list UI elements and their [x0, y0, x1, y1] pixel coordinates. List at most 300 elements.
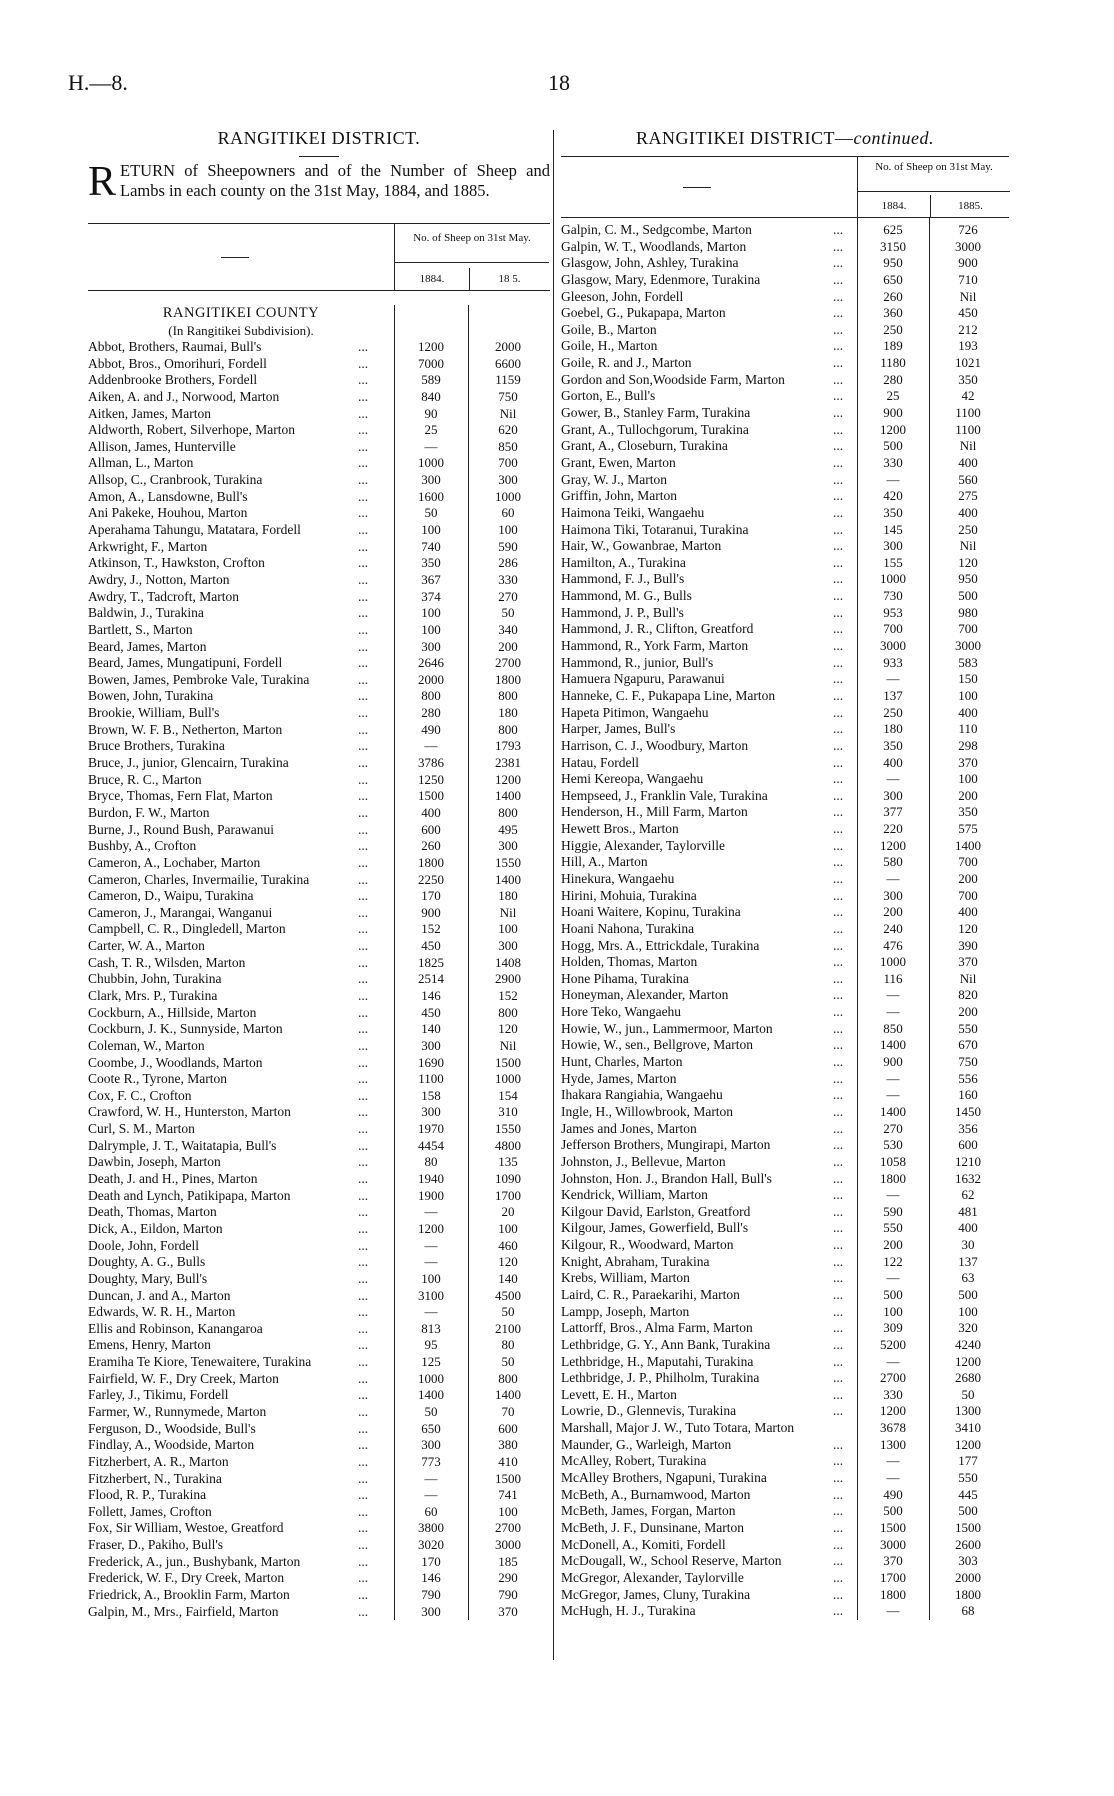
table-row [88, 1471, 550, 1488]
leader-dots: ... [833, 1353, 844, 1369]
owner-name: Galpin, C. M., Sedgcombe, Marton [561, 222, 752, 237]
table-row [561, 954, 1009, 971]
sheep-1885: 356 [958, 1120, 978, 1136]
sheep-1885: 2000 [955, 1569, 981, 1585]
leader-dots: ... [833, 1519, 844, 1535]
owner-name: Death, Thomas, Marton [88, 1204, 217, 1220]
table-row [561, 1370, 1009, 1387]
sheep-1885: 500 [958, 1287, 978, 1302]
table-row [561, 854, 1009, 871]
sheep-1885: 800 [498, 804, 518, 820]
sheep-1884: 800 [421, 688, 441, 704]
sheep-1884: 1500 [880, 1519, 906, 1535]
leader-dots: ... [358, 1354, 369, 1370]
sheep-1885: 150 [958, 671, 978, 687]
sheep-1884: 280 [883, 371, 903, 387]
table-row [88, 1554, 550, 1571]
table-row [561, 1004, 1009, 1021]
sheep-1885: 726 [958, 222, 978, 237]
sheep-1885: 100 [498, 522, 518, 538]
sheep-1884: 773 [421, 1453, 441, 1469]
leader-dots: ... [833, 222, 844, 237]
sheep-1885: 286 [498, 555, 518, 571]
leader-dots: ... [358, 1220, 369, 1236]
owner-name: Ferguson, D., Woodside, Bull's [88, 1420, 256, 1436]
owner-name: Fraser, D., Pakiho, Bull's [88, 1537, 224, 1553]
table-row [88, 1254, 550, 1271]
leader-dots: ... [833, 355, 844, 371]
table-row [561, 1387, 1009, 1404]
table-row [561, 721, 1009, 738]
leader-dots: ... [833, 1103, 844, 1119]
owner-name: Hyde, James, Marton [561, 1070, 677, 1086]
table-row [88, 1055, 550, 1072]
leader-dots: ... [833, 771, 844, 787]
sheep-1885: 4500 [495, 1287, 521, 1303]
table-row [88, 788, 550, 805]
table-row [561, 605, 1009, 622]
owner-name: Arkwright, F., Marton [88, 538, 208, 554]
owner-name: Allison, James, Hunterville [88, 438, 236, 454]
sheep-1885: 275 [958, 488, 978, 504]
owner-name: Krebs, William, Marton [561, 1270, 690, 1286]
sheep-1884: 180 [883, 721, 903, 737]
sheep-1885: 298 [958, 737, 978, 753]
sheep-1885: 1000 [495, 1071, 521, 1087]
sheep-1884: 50 [424, 505, 438, 521]
owner-name: Hore Teko, Wangaehu [561, 1004, 682, 1020]
owner-name: Hammond, J. P., Bull's [561, 604, 684, 620]
leader-dots: ... [833, 504, 844, 520]
table-row [561, 1420, 1009, 1437]
sheep-1884: — [886, 870, 900, 886]
sheep-1885: 70 [501, 1404, 515, 1419]
sheep-1884: 1800 [418, 854, 444, 870]
page-number: 18 [548, 70, 570, 95]
sheep-1885: 1500 [955, 1519, 981, 1535]
leader-dots: ... [358, 1270, 369, 1286]
sheep-1885: 800 [498, 688, 518, 704]
table-row [561, 222, 1009, 239]
sheep-1885: 1632 [955, 1170, 981, 1186]
owner-name: Bushby, A., Crofton [88, 838, 197, 854]
leader-dots: ... [358, 522, 369, 538]
sheep-1885: 410 [498, 1453, 518, 1469]
owner-name: Hoani Nahona, Turakina [561, 920, 695, 936]
owner-name: Eramiha Te Kiore, Tenewaitere, Turakina [88, 1354, 312, 1370]
sheep-1884: 933 [883, 654, 903, 670]
sheep-1884: 700 [883, 621, 903, 637]
table-row [88, 589, 550, 606]
leader-dots: ... [358, 1420, 369, 1436]
leader-dots: ... [358, 788, 369, 804]
sheep-1884: 1200 [880, 1403, 906, 1419]
sheep-1884: — [424, 1487, 438, 1503]
sheep-1885: 1200 [495, 771, 521, 787]
sheep-1885: 2381 [495, 755, 521, 771]
sheep-1884: 1000 [418, 455, 444, 471]
table-row [561, 921, 1009, 938]
leader-dots: ... [358, 555, 369, 571]
leader-dots: ... [833, 704, 844, 720]
subdivision-heading: (In Rangitikei Subdivision). [168, 323, 314, 338]
sheep-1885: 1550 [495, 1121, 521, 1137]
owner-name: McDougall, W., School Reserve, Marton [561, 1553, 782, 1569]
table-row [561, 1054, 1009, 1071]
table-row [88, 672, 550, 689]
leader-dots: ... [358, 1171, 369, 1187]
leader-dots: ... [833, 904, 844, 920]
table-header-right [561, 156, 1009, 218]
sheep-1885: 4800 [495, 1137, 521, 1153]
sheep-1885: 3000 [955, 238, 981, 254]
sheep-1884: 60 [424, 1503, 438, 1519]
leader-dots: ... [833, 954, 844, 970]
table-row [561, 971, 1009, 988]
table-row [88, 1321, 550, 1338]
leader-dots: ... [358, 1570, 369, 1586]
sheep-1884: 95 [424, 1337, 438, 1353]
leader-dots: ... [358, 1603, 369, 1619]
leader-dots: ... [358, 804, 369, 820]
owner-name: Hair, W., Gowanbrae, Marton [561, 538, 722, 554]
table-row [561, 987, 1009, 1004]
table-row [88, 605, 550, 622]
sheep-1884: — [886, 1187, 900, 1203]
sheep-1884: 1690 [418, 1054, 444, 1070]
sheep-1885: 180 [498, 705, 518, 721]
table-row [88, 1204, 550, 1221]
sheep-1885: Nil [959, 970, 977, 986]
sheep-1884: 1970 [418, 1121, 444, 1137]
sheep-1885: 1021 [955, 355, 981, 371]
table-row [88, 738, 550, 755]
leader-dots: ... [358, 388, 369, 404]
sheep-1884: 1400 [880, 1103, 906, 1119]
leader-dots: ... [833, 1303, 844, 1319]
leader-dots: ... [833, 1403, 844, 1419]
owner-name: Gordon and Son,Woodside Farm, Marton [561, 371, 785, 387]
table-row [561, 671, 1009, 688]
owner-name: Fox, Sir William, Westoe, Greatford [88, 1520, 284, 1536]
table-row [88, 339, 550, 356]
owner-name: Awdry, T., Tadcroft, Marton [88, 588, 240, 604]
table-row [88, 921, 550, 938]
leader-dots: ... [833, 1436, 844, 1452]
sheep-1885: 370 [958, 754, 978, 770]
sheep-1885: 583 [958, 654, 978, 670]
sheep-1884: — [886, 1470, 900, 1486]
leader-dots: ... [833, 821, 844, 837]
table-row [88, 1304, 550, 1321]
sheep-1884: 350 [883, 504, 903, 520]
leader-dots: ... [833, 1320, 844, 1336]
continued-label: continued. [853, 128, 934, 148]
leader-dots: ... [358, 921, 369, 937]
sheep-1885: 1090 [495, 1171, 521, 1187]
leader-dots: ... [358, 571, 369, 587]
table-row [88, 1021, 550, 1038]
sheep-1885: 1000 [495, 488, 521, 504]
sheep-count-header [394, 224, 549, 290]
sheep-1884: 1200 [418, 339, 444, 354]
leader-dots: ... [358, 1087, 369, 1103]
leader-dots: ... [358, 987, 369, 1003]
owner-name: Lampp, Joseph, Marton [561, 1303, 690, 1319]
leader-dots: ... [358, 771, 369, 787]
table-row [561, 1104, 1009, 1121]
sheep-1884: 100 [421, 1270, 441, 1286]
leader-dots: ... [358, 605, 369, 621]
table-row [88, 1570, 550, 1587]
table-row [561, 538, 1009, 555]
sheep-1885: 800 [498, 1004, 518, 1020]
year-1884-header: 1884. [881, 200, 907, 212]
leader-dots: ... [358, 1004, 369, 1020]
sheep-1884: 850 [883, 1020, 903, 1036]
sheep-1884: 500 [883, 1287, 903, 1302]
sheep-1885: 200 [498, 638, 518, 654]
sheep-1885: 590 [498, 538, 518, 554]
leader-dots: ... [833, 1586, 844, 1602]
table-row [561, 438, 1009, 455]
sheep-1884: 500 [883, 1503, 903, 1519]
table-row [561, 422, 1009, 439]
leader-dots: ... [833, 1336, 844, 1352]
sheep-1884: 25 [424, 422, 438, 438]
table-row [88, 838, 550, 855]
sheep-1884: 200 [883, 1237, 903, 1253]
sheep-1885: 445 [958, 1486, 978, 1502]
sheep-1884: — [424, 1237, 438, 1253]
owner-name: Doole, John, Fordell [88, 1237, 199, 1253]
table-row [561, 1270, 1009, 1287]
sheep-1885: 110 [958, 721, 978, 737]
leader-dots: ... [833, 338, 844, 354]
owner-name: Doughty, A. G., Bulls [88, 1254, 206, 1270]
table-row [561, 621, 1009, 638]
owner-name: Howie, W., jun., Lammermoor, Marton [561, 1020, 773, 1036]
sheep-1884: 146 [421, 987, 441, 1003]
sheep-1884: 650 [421, 1420, 441, 1436]
leader-dots: ... [358, 339, 369, 354]
sheep-1885: 495 [498, 821, 518, 837]
leader-dots: ... [358, 1404, 369, 1419]
sheep-1885: 320 [958, 1320, 978, 1336]
sheep-1885: 1400 [955, 837, 981, 853]
sheep-1885: Nil [959, 438, 977, 454]
sheep-1884: 367 [421, 571, 441, 587]
leader-dots: ... [833, 571, 844, 587]
owner-name: Haimona Teiki, Wangaehu [561, 504, 705, 520]
owner-name: Hammond, F. J., Bull's [561, 571, 685, 587]
leader-dots: ... [833, 1203, 844, 1219]
sheep-1885: Nil [959, 538, 977, 554]
leader-dots: ... [358, 1021, 369, 1037]
sheep-1884: 374 [421, 588, 441, 604]
owner-name: Hill, A., Marton [561, 854, 648, 870]
owner-name: Hoani Waitere, Kopinu, Turakina [561, 904, 741, 920]
sheep-1885: 1100 [955, 405, 981, 421]
sheep-1885: 750 [958, 1054, 978, 1070]
leader-dots: ... [833, 321, 844, 337]
table-row [561, 1021, 1009, 1038]
leader-dots: ... [358, 1487, 369, 1503]
sheep-1884: 100 [883, 1303, 903, 1319]
owner-name: Friedrick, A., Brooklin Farm, Marton [88, 1587, 290, 1603]
owner-name: Knight, Abraham, Turakina [561, 1253, 710, 1269]
sheep-1884: 4454 [418, 1137, 444, 1153]
leader-dots: ... [358, 1037, 369, 1053]
sheep-1885: 575 [958, 821, 978, 837]
sheep-1885: 50 [961, 1386, 975, 1402]
leader-dots: ... [358, 405, 369, 421]
sheep-1884: 1058 [880, 1153, 906, 1169]
sheep-1884: 3000 [880, 1536, 906, 1552]
owner-name: Bowen, James, Pembroke Vale, Turakina [88, 671, 310, 687]
sheep-1885: 800 [498, 1370, 518, 1386]
table-row [88, 1487, 550, 1504]
owner-name: Curl, S. M., Marton [88, 1121, 195, 1137]
sheep-1884: — [886, 771, 900, 787]
owner-name: Marshall, Major J. W., Tuto Totara, Marton [561, 1420, 795, 1436]
sheep-1885: 100 [498, 921, 518, 937]
sheep-1884: 1250 [418, 771, 444, 787]
leader-dots: ... [358, 1370, 369, 1386]
owner-name: Baldwin, J., Turakina [88, 605, 204, 621]
owner-name: Bruce, J., junior, Glencairn, Turakina [88, 755, 289, 771]
leader-dots: ... [833, 1536, 844, 1552]
leader-dots: ... [833, 488, 844, 504]
sheep-1884: 5200 [880, 1336, 906, 1352]
sheep-1884: 953 [883, 604, 903, 620]
leader-dots: ... [358, 1104, 369, 1120]
sheep-1885: 2700 [495, 655, 521, 671]
owner-name: Gleeson, John, Fordell [561, 288, 684, 304]
sheep-1884: 790 [421, 1587, 441, 1603]
sheep-1885: 135 [498, 1154, 518, 1170]
sheep-1885: 790 [498, 1587, 518, 1603]
leader-dots: ... [358, 1537, 369, 1553]
table-row [88, 1188, 550, 1205]
leader-dots: ... [833, 1120, 844, 1136]
owner-name: Aldworth, Robert, Silverhope, Marton [88, 422, 295, 438]
sheep-1884: 400 [421, 804, 441, 820]
leader-dots: ... [358, 671, 369, 687]
owner-name: Bryce, Thomas, Fern Flat, Marton [88, 788, 273, 804]
table-row [88, 489, 550, 506]
owner-name: Awdry, J., Notton, Marton [88, 571, 230, 587]
leader-dots: ... [833, 687, 844, 703]
table-row [561, 871, 1009, 888]
sheep-1885: 80 [501, 1337, 515, 1353]
table-row [88, 1221, 550, 1238]
leader-dots: ... [358, 1587, 369, 1603]
owner-name: Dick, A., Eildon, Marton [88, 1220, 223, 1236]
sheep-1884: — [424, 1470, 438, 1486]
owner-name: Hammond, J. R., Clifton, Greatford [561, 621, 754, 637]
leader-dots: ... [833, 654, 844, 670]
leader-dots: ... [833, 638, 844, 654]
sheep-1885: 400 [958, 704, 978, 720]
owner-name: Brookie, William, Bull's [88, 705, 220, 721]
table-row [88, 755, 550, 772]
owner-name: Bruce Brothers, Turakina [88, 738, 225, 754]
owner-name: Gray, W. J., Marton [561, 471, 667, 487]
sheep-1884: — [886, 1453, 900, 1469]
owner-name: Jefferson Brothers, Mungirapi, Marton [561, 1137, 771, 1153]
table-row [561, 555, 1009, 572]
owner-name: Galpin, M., Mrs., Fairfield, Marton [88, 1603, 279, 1619]
leader-dots: ... [833, 1287, 844, 1302]
right-table-body [561, 218, 1009, 1620]
owner-name: Hamuera Ngapuru, Parawanui [561, 671, 725, 687]
table-row [88, 1071, 550, 1088]
owner-name: McBeth, J. F., Dunsinane, Marton [561, 1519, 745, 1535]
owner-name: Amon, A., Lansdowne, Bull's [88, 488, 248, 504]
sheep-1884: 589 [421, 372, 441, 388]
table-row [88, 472, 550, 489]
table-row [561, 355, 1009, 372]
owner-name: Goile, R. and J., Marton [561, 355, 692, 371]
owner-name: McDonell, A., Komiti, Fordell [561, 1536, 726, 1552]
owner-name: Cameron, Charles, Invermailie, Turakina [88, 871, 310, 887]
leader-dots: ... [833, 1503, 844, 1519]
owner-name: Grant, A., Closeburn, Turakina [561, 438, 728, 454]
sheep-1884: 300 [883, 538, 903, 554]
table-row [561, 1220, 1009, 1237]
sheep-1884: 1100 [418, 1071, 444, 1087]
owner-name: Lethbridge, H., Maputahi, Turakina [561, 1353, 754, 1369]
sheep-count-label: No. of Sheep on 31st May. [858, 157, 1010, 192]
owner-name: McAlley Brothers, Ngapuni, Turakina [561, 1470, 767, 1486]
table-row [561, 1403, 1009, 1420]
owner-name: Levett, E. H., Marton [561, 1386, 677, 1402]
sheep-1885: 42 [961, 388, 975, 404]
owner-name: Johnston, Hon. J., Brandon Hall, Bull's [561, 1170, 772, 1186]
sheep-1885: 140 [498, 1270, 518, 1286]
sheep-1884: 50 [424, 1404, 438, 1419]
leader-dots: ... [358, 455, 369, 471]
owner-name: McBeth, James, Forgan, Marton [561, 1503, 736, 1519]
leader-dots: ... [358, 1187, 369, 1203]
leader-dots: ... [358, 854, 369, 870]
table-row [561, 522, 1009, 539]
sheep-1885: 3000 [955, 638, 981, 654]
table-row [88, 1288, 550, 1305]
owner-name: Glasgow, Mary, Edenmore, Turakina [561, 271, 761, 287]
sheep-1884: 900 [883, 405, 903, 421]
sheep-1885: 160 [958, 1087, 978, 1103]
sheep-1885: 820 [958, 987, 978, 1003]
leader-dots: ... [833, 1004, 844, 1020]
leader-dots: ... [358, 938, 369, 954]
sheep-1885: 900 [958, 255, 978, 271]
leader-dots: ... [358, 1453, 369, 1469]
sheep-1885: 50 [501, 1304, 515, 1320]
table-row [561, 338, 1009, 355]
owner-name: Clark, Mrs. P., Turakina [88, 987, 218, 1003]
sheep-1885: 200 [958, 870, 978, 886]
leader-dots: ... [833, 787, 844, 803]
owner-name: Fairfield, W. F., Dry Creek, Marton [88, 1370, 279, 1386]
leader-dots: ... [358, 871, 369, 887]
table-row [561, 1320, 1009, 1337]
leader-dots: ... [833, 1386, 844, 1402]
owner-name: Carter, W. A., Marton [88, 938, 205, 954]
sheep-1885: 120 [498, 1254, 518, 1270]
table-row [561, 1087, 1009, 1104]
